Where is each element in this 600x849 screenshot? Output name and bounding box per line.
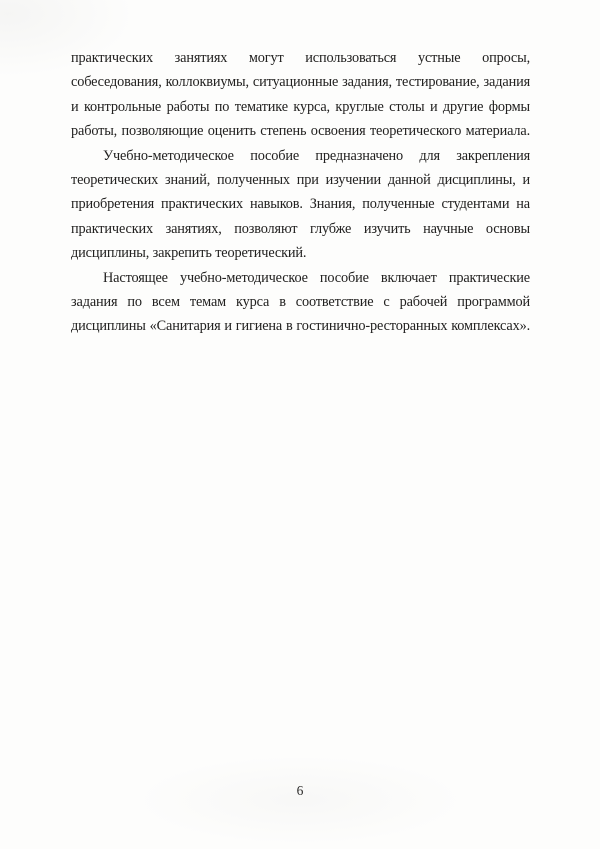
text-line: собеседования, коллоквиумы, ситуационные задания, тестирование, задания (71, 74, 530, 91)
paragraph (71, 266, 530, 339)
page-number: 6 (296, 783, 304, 798)
text-line: дисциплины «Санитария и гигиена в гостинично-ресторанных комплексах». (71, 318, 530, 335)
text-line: теоретических знаний, полученных при изучении данной дисциплины, и (71, 172, 530, 189)
body-text (71, 46, 530, 339)
text-line: Настоящее учебно-методическое пособие включает практические (103, 269, 530, 286)
text-line: работы, позволяющие оценить степень освоения теоретического материала. (71, 123, 530, 140)
text-line: и контрольные работы по тематике курса, круглые столы и другие формы (71, 98, 530, 115)
text-line: практических занятиях, позволяют глубже изучить научные основы (71, 220, 530, 237)
text-line: дисциплины, закрепить теоретический. (71, 245, 307, 262)
text-line: практических занятиях могут использоваться устные опросы, (71, 50, 530, 66)
text-line: приобретения практических навыков. Знания, полученные студентами на (71, 196, 530, 213)
text-line: Учебно-методическое пособие предназначено для закрепления (103, 147, 530, 164)
paragraph (71, 144, 530, 266)
paragraph (71, 46, 530, 144)
text-line: задания по всем темам курса в соответствие с рабочей программой (71, 294, 530, 311)
